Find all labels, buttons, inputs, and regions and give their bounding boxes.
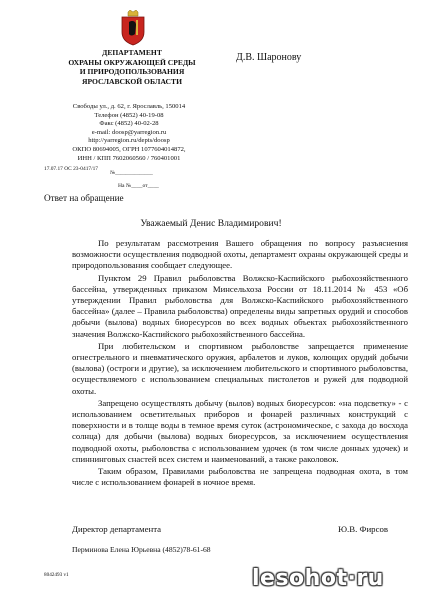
signature-title: Директор департамента xyxy=(72,524,162,534)
department-name: ДЕПАРТАМЕНТ ОХРАНЫ ОКРУЖАЮЩЕЙ СРЕДЫ И ПРИРОДОПОЛЬЗОВАНИЯ ЯРОСЛАВСКОЙ ОБЛАСТИ xyxy=(68,48,196,86)
registration-date-number: 17.07.17 ОС 23-0417/17 xyxy=(44,166,98,172)
document-number: 8042493 v1 xyxy=(44,572,69,578)
coat-of-arms-icon xyxy=(119,10,147,46)
paragraph-1: По результатам рассмотрения Вашего обращения по вопросу разъяснения возможности осуществления подводной охоты, департамент охраны окружающей среды и природопользования сообщает следующее. xyxy=(72,238,408,271)
watermark: lesohot·ru xyxy=(252,566,384,591)
paragraph-4: Запрещено осуществлять добычу (вылов) водных биоресурсов: «на подсветку» - с использованием осветительных приборов и фонарей различных конструкций с поверхности и в толще воды в темное время суток (астрономическое, с захода до восхода солнца) для добычи (вылова) водных биоресурсов, за исключением осуществления подводной охоты, рыболовства с использованием удочек (в том числе донных удочек) и спиннинговых снастей всех систем и наименований, а также раколовок. xyxy=(72,397,408,464)
letter-body xyxy=(72,238,408,489)
letter-subject: Ответ на обращение xyxy=(44,193,124,203)
addressee: Д.В. Шаронову xyxy=(236,52,302,63)
paragraph-5: Таким образом, Правилами рыболовства не запрещена подводная охота, в том числе с использованием фонарей в ночное время. xyxy=(72,466,408,488)
registration-number-line: №______________ xyxy=(110,170,153,176)
salutation: Уважаемый Денис Владимирович! xyxy=(140,218,282,229)
reference-line: На №____от____ xyxy=(118,183,159,189)
department-contacts: Свободы ул., д. 62, г. Ярославль, 150014 Телефон (4852) 40-19-08 Факс (4852) 40-02-28 e-mail: doosp@yarregion.ru http://yarregion.ru/depts/doosp ОКПО 80694005, ОГРН 1077604014872, ИНН / КПП 7602060560 / 760401001 xyxy=(72,103,186,162)
paragraph-2: Пунктом 29 Правил рыболовства Волжско-Каспийского рыбохозяйственного бассейна, утвержденных приказом Минсельхоза России от 18.11.2014 № 453 «Об утверждении Правил рыболовства для Волжско-Каспийского рыбохозяйственного бассейна» (далее – Правила рыболовства) определены виды запретных орудий и способов добычи (вылова) водных биоресурсов во всех водных объектах рыбохозяйственного значения Волжско-Каспийского рыбохозяйственного бассейна. xyxy=(72,272,408,339)
paragraph-3: При любительском и спортивном рыболовстве запрещается применение огнестрельного и пневматического оружия, арбалетов и луков, колющих орудий добычи (вылова) (остроги и другие), за исключением любительского и спортивного рыболовства, осуществляемого с использованием специальных пистолетов и ружей для подводной охоты. xyxy=(72,340,408,396)
signature-name: Ю.В. Фирсов xyxy=(338,524,389,534)
executor-contact: Перминова Елена Юрьевна (4852)78-61-68 xyxy=(72,545,211,554)
